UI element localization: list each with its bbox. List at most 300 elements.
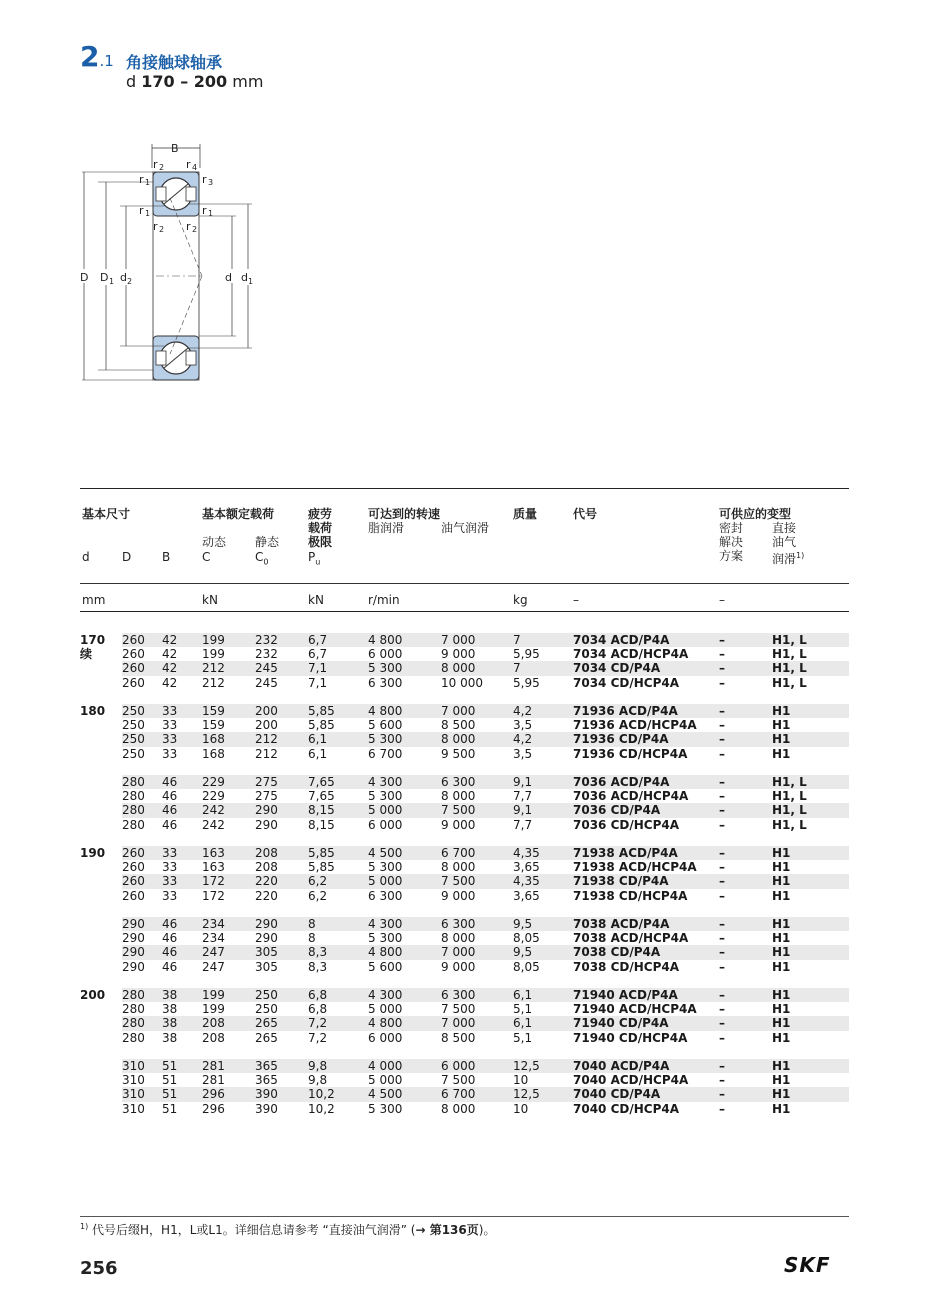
seal-variant-cell: –: [719, 1073, 725, 1088]
load-C-cell: 234: [202, 931, 225, 946]
speed-oil-cell: 8 000: [441, 931, 476, 946]
dim-d1-sub: 1: [248, 277, 254, 286]
speed-grease-cell: 5 600: [368, 718, 403, 733]
load-C-cell: 229: [202, 789, 225, 804]
footnote-rule: [80, 1216, 849, 1217]
speed-oil-cell: 10 000: [441, 675, 483, 690]
table-row: [80, 1073, 849, 1087]
fatigue-Pu-cell: 5,85: [308, 846, 368, 860]
speed-grease-cell: 6 000: [368, 817, 403, 832]
table-row: [80, 647, 849, 661]
bore-d-cell: [80, 1073, 122, 1087]
direct-lube-variant-cell: H1: [772, 704, 849, 718]
mass-cell: 4,2: [513, 732, 573, 746]
bore-d-cell: [80, 1031, 122, 1045]
outer-D-cell: 260: [122, 860, 145, 875]
table-row: [80, 1016, 849, 1030]
load-C-cell: 208: [202, 1016, 255, 1030]
designation-cell: 71936 CD/P4A: [573, 732, 719, 746]
bore-d-cell: [80, 960, 122, 974]
unit-kg: kg: [513, 593, 528, 607]
fatigue-Pu-cell: 8: [308, 917, 368, 931]
hdr-basic-dim: 基本尺寸: [82, 507, 131, 521]
width-B-cell: 46: [162, 931, 178, 946]
load-C0-cell: 265: [255, 1030, 278, 1045]
hdr-seal-2: 解决: [719, 535, 744, 549]
width-B-cell: 33: [162, 718, 178, 733]
fatigue-Pu-cell: 5,85: [308, 718, 335, 733]
table-row: [80, 860, 849, 874]
table-row: [80, 1059, 849, 1073]
hdr-fatigue-2: 载荷: [308, 521, 333, 535]
designation-cell: 7036 CD/HCP4A: [573, 817, 680, 832]
load-C-cell: 296: [202, 1087, 255, 1101]
designation-cell: 7034 ACD/P4A: [573, 633, 719, 647]
mass-cell: 10: [513, 1101, 529, 1116]
load-C-cell: 242: [202, 803, 255, 817]
mass-cell: 5,95: [513, 647, 540, 662]
skf-logo: SKF: [784, 1253, 831, 1277]
bore-d-cell: [80, 917, 122, 931]
outer-D-cell: 260: [122, 661, 162, 675]
speed-grease-cell: 5 000: [368, 1002, 403, 1017]
speed-oil-cell: 7 500: [441, 1073, 476, 1088]
bore-d-cell: [80, 789, 122, 803]
r4-sub: 4: [192, 163, 198, 172]
direct-lube-variant-cell: H1: [772, 718, 791, 733]
fatigue-Pu-cell: 5,85: [308, 704, 368, 718]
load-C0-cell: 365: [255, 1059, 308, 1073]
footnote: [80, 1221, 495, 1238]
width-B-cell: 38: [162, 988, 202, 1002]
table-row: [80, 718, 849, 732]
seal-variant-cell: –: [719, 1002, 725, 1017]
units-bottom-rule: [80, 611, 849, 612]
fatigue-Pu-cell: 5,85: [308, 860, 335, 875]
dim-d-label: d: [225, 271, 232, 284]
width-B-cell: 42: [162, 675, 178, 690]
r3-label: r: [202, 173, 207, 186]
bore-d-cell: [80, 1087, 122, 1101]
bore-d-cell: [80, 818, 122, 832]
designation-cell: 71940 CD/P4A: [573, 1016, 719, 1030]
load-C-cell: 199: [202, 647, 225, 662]
load-C0-cell: 232: [255, 647, 278, 662]
speed-oil-cell: 8 000: [441, 1101, 476, 1116]
width-B-cell: 46: [162, 803, 202, 817]
direct-lube-variant-cell: H1, L: [772, 817, 807, 832]
speed-oil-cell: 8 500: [441, 718, 476, 733]
r1-left-sub: 1: [145, 178, 151, 187]
speed-grease-cell: 4 500: [368, 1087, 441, 1101]
load-C0-cell: 220: [255, 874, 308, 888]
speed-grease-cell: 4 300: [368, 917, 441, 931]
r3-sub: 3: [208, 178, 214, 187]
outer-D-cell: 280: [122, 789, 145, 804]
speed-oil-cell: 6 000: [441, 1059, 513, 1073]
hdr-col-B: B: [162, 550, 171, 564]
bore-d-cell: [80, 889, 122, 903]
designation-cell: 71938 ACD/P4A: [573, 846, 719, 860]
direct-lube-variant-cell: H1: [772, 1030, 791, 1045]
mass-cell: 3,5: [513, 718, 533, 733]
hdr-fatigue-1: 疲劳: [308, 507, 333, 521]
outer-D-cell: 290: [122, 945, 162, 959]
dim-d2-sub: 2: [127, 277, 133, 286]
bore-d-cell: [80, 931, 122, 945]
table-row: [80, 960, 849, 974]
fatigue-Pu-cell: 7,2: [308, 1030, 328, 1045]
designation-cell: 7040 ACD/P4A: [573, 1059, 719, 1073]
bore-d-cell: [80, 945, 122, 959]
seal-variant-cell: –: [719, 647, 725, 662]
seal-variant-cell: –: [719, 661, 772, 675]
mass-cell: 5,95: [513, 675, 540, 690]
unit-mm: mm: [82, 593, 106, 607]
bore-d-cell: [80, 874, 122, 888]
fatigue-Pu-cell: 7,65: [308, 775, 368, 789]
outer-D-cell: 250: [122, 746, 145, 761]
hdr-mass: 质量: [513, 507, 538, 521]
width-B-cell: 51: [162, 1073, 178, 1088]
mass-cell: 3,5: [513, 746, 533, 761]
seal-variant-cell: –: [719, 1059, 772, 1073]
table-row: [80, 661, 849, 675]
speed-grease-cell: 6 300: [368, 675, 403, 690]
seal-variant-cell: –: [719, 1101, 725, 1116]
dim-D1-sub: 1: [109, 277, 115, 286]
load-C0-cell: 220: [255, 888, 278, 903]
speed-oil-cell: 8 500: [441, 1030, 476, 1045]
mass-cell: 4,35: [513, 874, 573, 888]
width-B-cell: 42: [162, 647, 178, 662]
r1-left-label: r: [139, 173, 144, 186]
fatigue-Pu-cell: 6,2: [308, 888, 328, 903]
designation-cell: 7034 CD/P4A: [573, 661, 719, 675]
load-C0-cell: 305: [255, 945, 308, 959]
load-C-cell: 234: [202, 917, 255, 931]
fatigue-Pu-cell: 7,1: [308, 675, 328, 690]
table-row: [80, 874, 849, 888]
speed-oil-cell: 8 000: [441, 789, 476, 804]
outer-D-cell: 280: [122, 1030, 145, 1045]
r4-label: r: [186, 158, 191, 171]
load-C-cell: 159: [202, 704, 255, 718]
width-B-cell: 46: [162, 959, 178, 974]
gap-cell: [80, 832, 849, 846]
dim-d2-label: d: [120, 271, 127, 284]
section-number: [80, 42, 114, 76]
page-subtitle: [126, 72, 263, 91]
row-gap: [80, 903, 849, 917]
section-number-sub: .1: [99, 52, 114, 70]
row-gap: [80, 974, 849, 988]
direct-lube-variant-cell: H1, L: [772, 647, 807, 662]
direct-lube-variant-cell: H1: [772, 1101, 791, 1116]
direct-lube-variant-cell: H1: [772, 746, 791, 761]
load-C0-cell: 265: [255, 1016, 308, 1030]
designation-cell: 7038 ACD/HCP4A: [573, 931, 689, 946]
designation-cell: 71938 CD/HCP4A: [573, 888, 688, 903]
table-row: [80, 1002, 849, 1016]
bore-d-cell: 续: [80, 647, 93, 662]
hdr-speed-grease: 脂润滑: [368, 521, 405, 535]
load-C-cell: 208: [202, 1030, 225, 1045]
load-C-cell: 199: [202, 988, 255, 1002]
width-B-cell: 46: [162, 775, 202, 789]
load-C-cell: 163: [202, 860, 225, 875]
speed-grease-cell: 6 000: [368, 1030, 403, 1045]
seal-variant-cell: –: [719, 945, 772, 959]
fatigue-Pu-cell: 8: [308, 931, 316, 946]
load-C0-cell: 365: [255, 1073, 278, 1088]
speed-grease-cell: 4 500: [368, 846, 441, 860]
footnote-page-ref[interactable]: → 第136页: [415, 1223, 479, 1237]
seal-variant-cell: –: [719, 817, 725, 832]
bore-d-cell: [80, 1002, 122, 1016]
mass-cell: 10: [513, 1073, 529, 1088]
speed-grease-cell: 4 300: [368, 775, 441, 789]
load-C0-cell: 290: [255, 803, 308, 817]
speed-oil-cell: 7 000: [441, 945, 513, 959]
load-C-cell: 159: [202, 718, 225, 733]
load-C-cell: 229: [202, 775, 255, 789]
fatigue-Pu-cell: 6,8: [308, 1002, 328, 1017]
mass-cell: 6,1: [513, 1016, 573, 1030]
outer-D-cell: 310: [122, 1087, 162, 1101]
designation-cell: 71938 CD/P4A: [573, 874, 719, 888]
seal-variant-cell: –: [719, 917, 772, 931]
table-row: [80, 889, 849, 903]
fatigue-Pu-cell: 7,2: [308, 1016, 368, 1030]
hdr-static: 静态: [255, 535, 280, 549]
seal-variant-cell: –: [719, 959, 725, 974]
fatigue-Pu-cell: 8,15: [308, 817, 335, 832]
load-C0-cell: 290: [255, 931, 278, 946]
width-B-cell: 33: [162, 732, 202, 746]
bore-d-cell: [80, 803, 122, 817]
speed-oil-cell: 6 300: [441, 917, 513, 931]
designation-cell: 7040 ACD/HCP4A: [573, 1073, 689, 1088]
seal-variant-cell: –: [719, 789, 725, 804]
load-C0-cell: 390: [255, 1101, 278, 1116]
designation-cell: 7038 CD/HCP4A: [573, 959, 680, 974]
mass-cell: 4,2: [513, 704, 573, 718]
speed-oil-cell: 7 500: [441, 803, 513, 817]
direct-lube-variant-cell: H1: [772, 988, 849, 1002]
direct-lube-variant-cell: H1: [772, 931, 791, 946]
subtitle-range: 170 – 200: [141, 72, 228, 91]
speed-grease-cell: 5 300: [368, 860, 403, 875]
speed-grease-cell: 6 700: [368, 746, 403, 761]
table-row: [80, 846, 849, 860]
row-gap: [80, 832, 849, 846]
bore-d-cell: 190: [80, 846, 122, 860]
speed-grease-cell: 5 000: [368, 803, 441, 817]
width-B-cell: 38: [162, 1030, 178, 1045]
load-C0-cell: 208: [255, 846, 308, 860]
bore-d-cell: [80, 718, 122, 732]
fatigue-Pu-cell: 6,1: [308, 746, 328, 761]
bore-d-cell: 180: [80, 704, 122, 718]
load-C0-cell: 290: [255, 917, 308, 931]
gap-cell: [80, 690, 849, 704]
seal-variant-cell: –: [719, 1030, 725, 1045]
designation-cell: 71936 ACD/P4A: [573, 704, 719, 718]
load-C0-cell: 275: [255, 789, 278, 804]
load-C0-cell: 212: [255, 746, 278, 761]
width-B-cell: 33: [162, 874, 202, 888]
hdr-direct-2: 油气: [772, 535, 797, 549]
load-C0-cell: 290: [255, 817, 278, 832]
speed-oil-cell: 7 500: [441, 1002, 476, 1017]
hdr-direct-3-text: 润滑: [772, 552, 797, 566]
row-gap: [80, 761, 849, 775]
seal-variant-cell: –: [719, 746, 725, 761]
width-B-cell: 38: [162, 1002, 178, 1017]
hdr-col-Pu-sub: u: [315, 557, 321, 567]
outer-D-cell: 280: [122, 988, 162, 1002]
load-C-cell: 172: [202, 874, 255, 888]
direct-lube-variant-cell: H1: [772, 1087, 849, 1101]
outer-D-cell: 280: [122, 817, 145, 832]
designation-cell: 71936 ACD/HCP4A: [573, 718, 697, 733]
seal-variant-cell: –: [719, 988, 772, 1002]
bearing-cross-section-diagram: [72, 138, 272, 388]
r2-top-sub: 2: [159, 163, 165, 172]
mass-cell: 7: [513, 633, 573, 647]
width-B-cell: 51: [162, 1059, 202, 1073]
table-row: [80, 1031, 849, 1045]
mass-cell: 4,35: [513, 846, 573, 860]
outer-D-cell: 290: [122, 917, 162, 931]
outer-D-cell: 260: [122, 675, 145, 690]
direct-lube-variant-cell: H1: [772, 1073, 791, 1088]
outer-D-cell: 280: [122, 803, 162, 817]
speed-oil-cell: 6 700: [441, 1087, 513, 1101]
outer-D-cell: 250: [122, 704, 162, 718]
outer-D-cell: 280: [122, 1016, 162, 1030]
unit-kn-load: kN: [202, 593, 218, 607]
mass-cell: 7,7: [513, 789, 533, 804]
speed-oil-cell: 8 000: [441, 661, 513, 675]
direct-lube-variant-cell: H1, L: [772, 675, 807, 690]
table-top-rule: [80, 488, 849, 489]
fatigue-Pu-cell: 6,7: [308, 633, 368, 647]
dim-D-label: D: [80, 271, 89, 284]
speed-oil-cell: 6 700: [441, 846, 513, 860]
hdr-col-d: d: [82, 550, 90, 564]
mass-cell: 9,1: [513, 775, 573, 789]
direct-lube-variant-cell: H1: [772, 1016, 849, 1030]
hdr-seal-3: 方案: [719, 549, 744, 563]
mass-cell: 6,1: [513, 988, 573, 1002]
load-C0-cell: 245: [255, 661, 308, 675]
fatigue-Pu-cell: 8,3: [308, 945, 368, 959]
table-row: [80, 633, 849, 647]
speed-oil-cell: 6 300: [441, 775, 513, 789]
gap-cell: [80, 1045, 849, 1059]
direct-lube-variant-cell: H1: [772, 846, 849, 860]
speed-oil-cell: 7 000: [441, 704, 513, 718]
width-B-cell: 42: [162, 633, 202, 647]
load-C0-cell: 250: [255, 988, 308, 1002]
outer-D-cell: 260: [122, 874, 162, 888]
bore-d-cell: [80, 747, 122, 761]
designation-cell: 7040 CD/P4A: [573, 1087, 719, 1101]
fatigue-Pu-cell: 10,2: [308, 1087, 368, 1101]
hdr-load: 基本额定载荷: [202, 507, 275, 521]
units-top-rule: [80, 583, 849, 584]
direct-lube-variant-cell: H1: [772, 874, 849, 888]
speed-oil-cell: 9 000: [441, 959, 476, 974]
hdr-col-Pu-text: P: [308, 550, 316, 564]
r1-left2-label: r: [139, 204, 144, 217]
speed-grease-cell: 4 000: [368, 1059, 441, 1073]
seal-variant-cell: –: [719, 931, 725, 946]
outer-D-cell: 310: [122, 1101, 145, 1116]
speed-grease-cell: 5 300: [368, 789, 403, 804]
speed-grease-cell: 4 800: [368, 945, 441, 959]
load-C0-cell: 305: [255, 959, 278, 974]
direct-lube-variant-cell: H1: [772, 1002, 791, 1017]
load-C0-cell: 200: [255, 704, 308, 718]
table-row: [80, 747, 849, 761]
table-row: [80, 775, 849, 789]
load-C-cell: 199: [202, 633, 255, 647]
designation-cell: 7036 ACD/P4A: [573, 775, 719, 789]
gap-cell: [80, 903, 849, 917]
load-C-cell: 172: [202, 888, 225, 903]
speed-grease-cell: 5 300: [368, 732, 441, 746]
outer-D-cell: 310: [122, 1073, 145, 1088]
speed-grease-cell: 5 600: [368, 959, 403, 974]
width-B-cell: 51: [162, 1087, 202, 1101]
speed-oil-cell: 9 000: [441, 647, 476, 662]
bore-d-cell: 200: [80, 988, 122, 1002]
table-row: [80, 732, 849, 746]
fatigue-Pu-cell: 8,3: [308, 959, 328, 974]
bore-d-cell: [80, 676, 122, 690]
seal-variant-cell: –: [719, 633, 772, 647]
hdr-col-C0-sub: 0: [263, 557, 269, 567]
width-B-cell: 46: [162, 945, 202, 959]
subtitle-prefix: d: [126, 72, 137, 91]
mass-cell: 9,5: [513, 917, 573, 931]
direct-lube-variant-cell: H1: [772, 860, 791, 875]
load-C-cell: 212: [202, 675, 225, 690]
fatigue-Pu-cell: 6,1: [308, 732, 368, 746]
hdr-fatigue-3: 极限: [308, 535, 333, 549]
designation-cell: 7038 ACD/P4A: [573, 917, 719, 931]
table-row: [80, 803, 849, 817]
hdr-col-C0-text: C: [255, 550, 264, 564]
width-B-cell: 51: [162, 1101, 178, 1116]
bore-d-cell: [80, 775, 122, 789]
load-C0-cell: 208: [255, 860, 278, 875]
mass-cell: 8,05: [513, 959, 540, 974]
direct-lube-variant-cell: H1: [772, 888, 791, 903]
footnote-mark: 1): [80, 1222, 89, 1231]
load-C-cell: 247: [202, 959, 225, 974]
fatigue-Pu-cell: 7,1: [308, 661, 368, 675]
r2-right-sub: 2: [192, 225, 198, 234]
load-C-cell: 168: [202, 746, 225, 761]
designation-cell: 71936 CD/HCP4A: [573, 746, 688, 761]
hdr-direct-1: 直接: [772, 521, 797, 535]
bearing-data-rows: [80, 633, 849, 1116]
footnote-end: )。: [478, 1223, 496, 1237]
